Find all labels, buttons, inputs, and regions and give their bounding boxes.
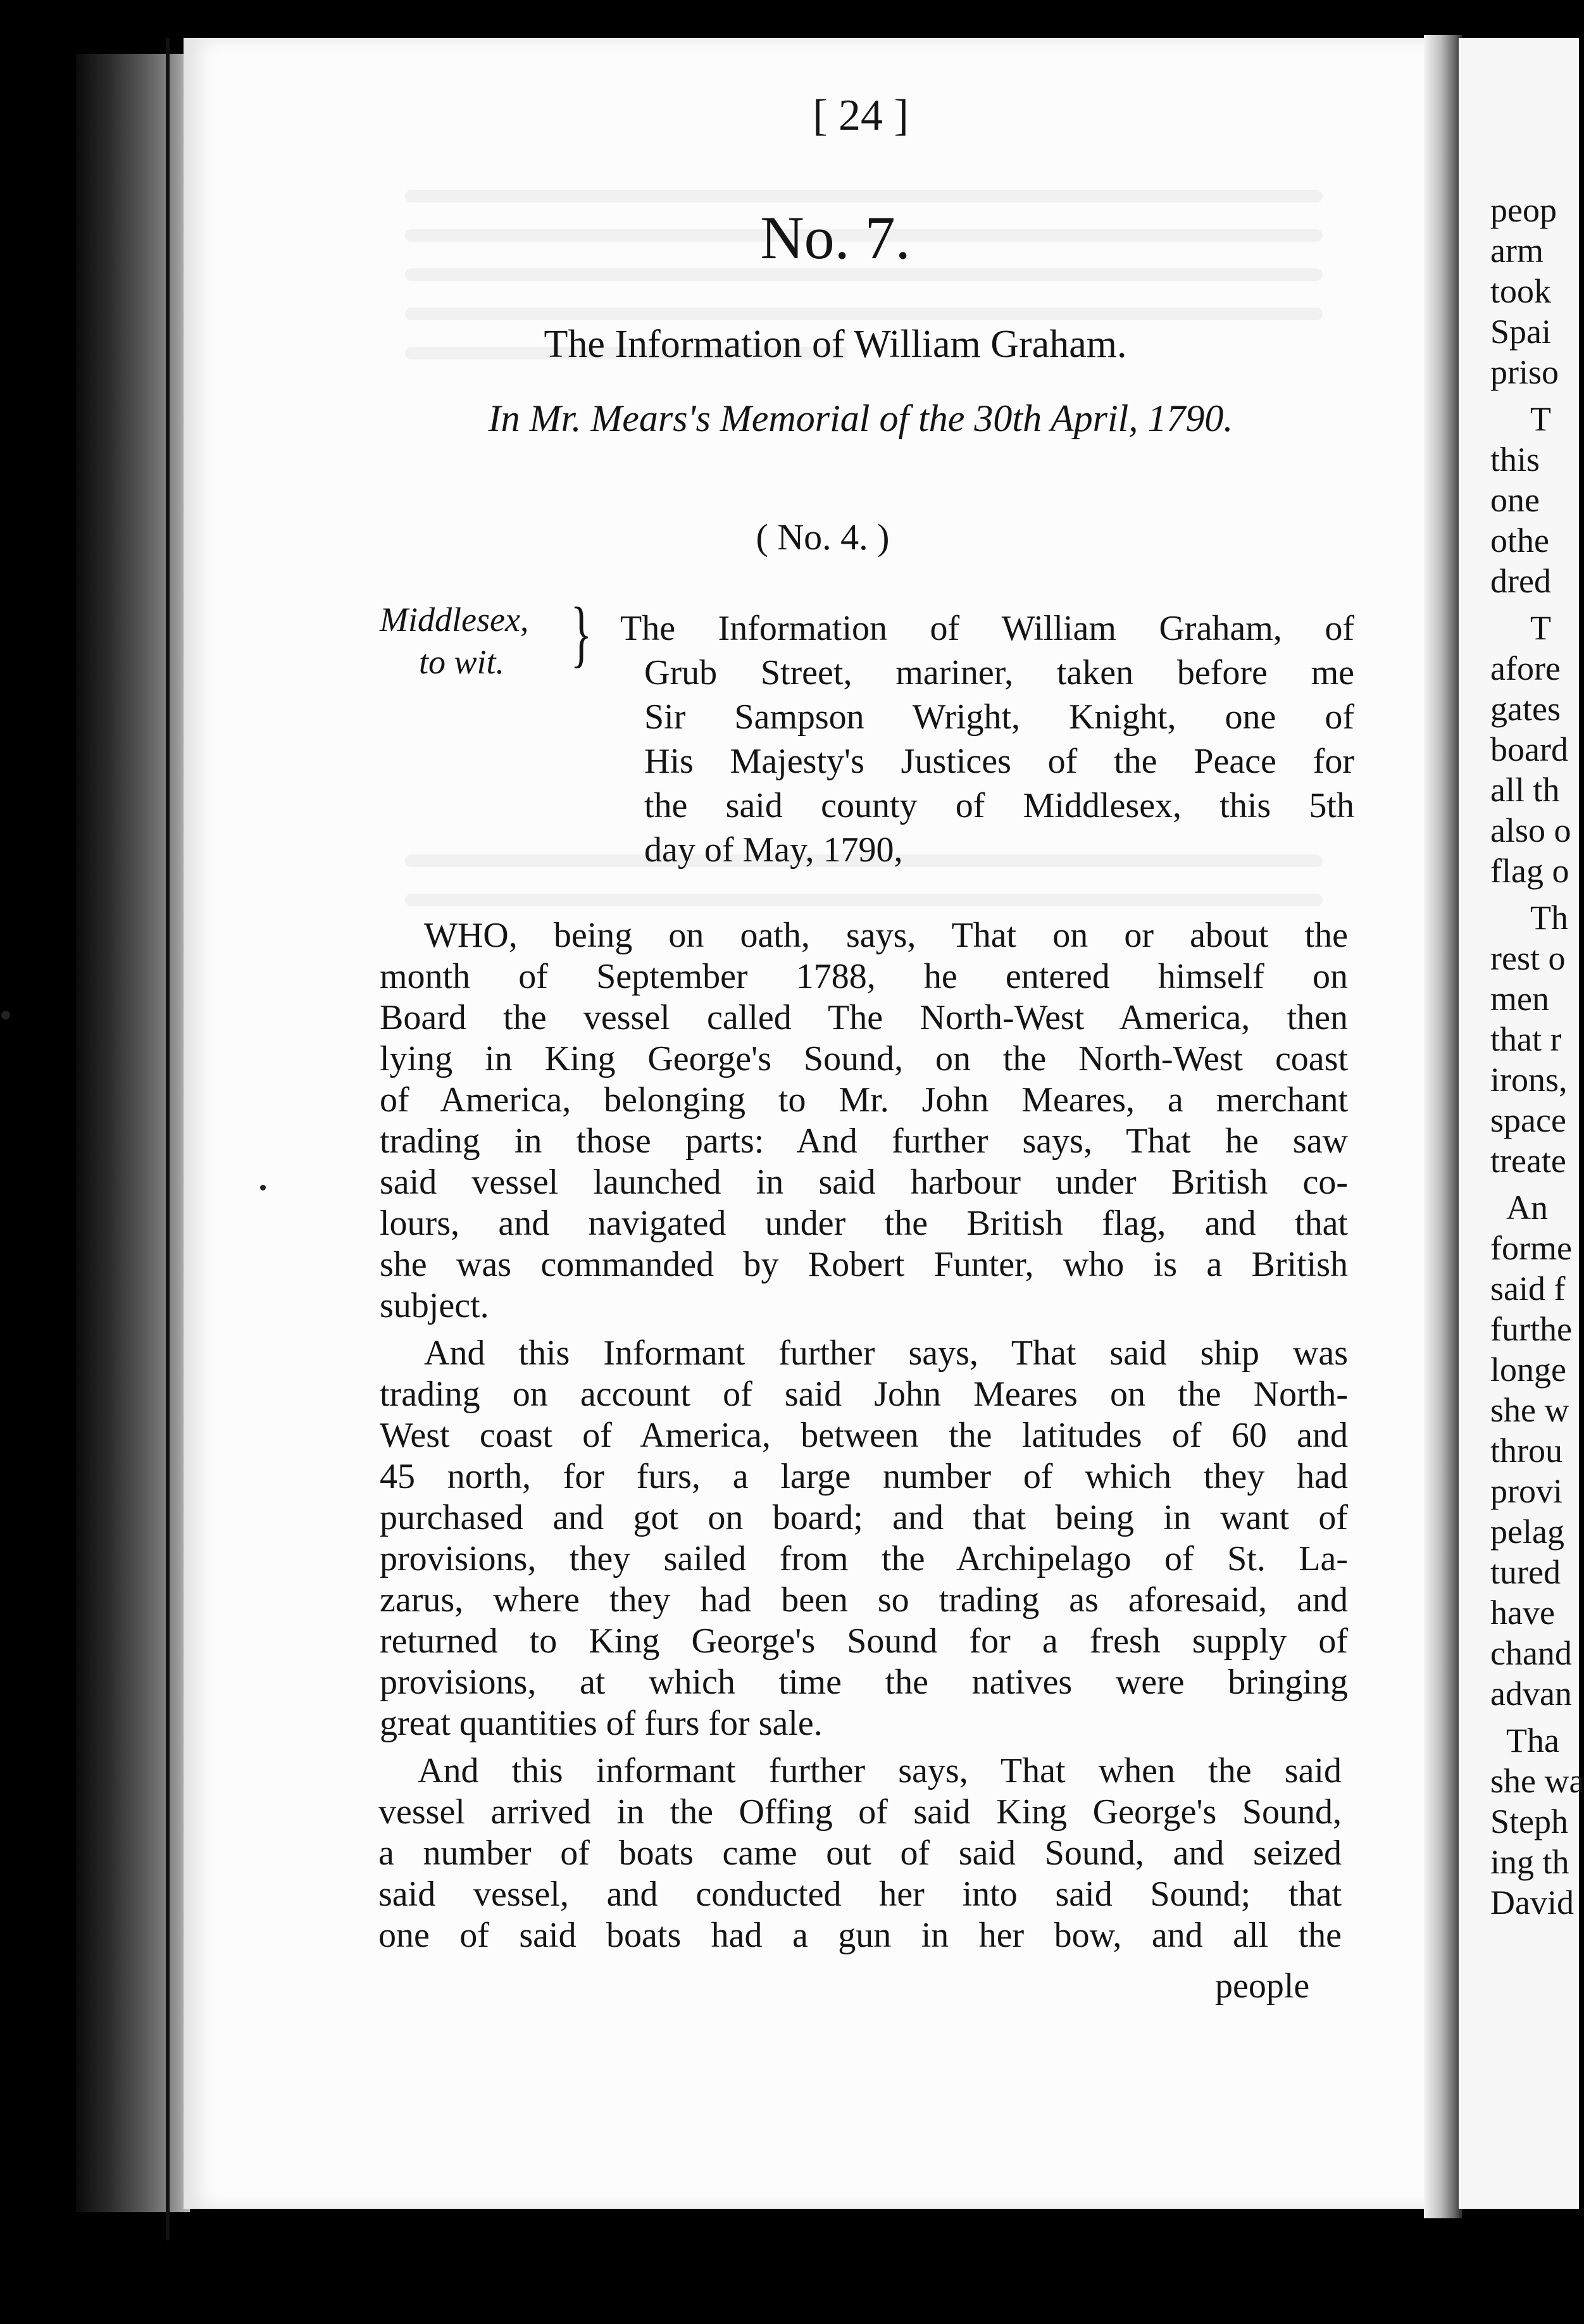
brace: }: [570, 592, 592, 675]
facing-line: arm: [1490, 232, 1543, 270]
facing-line: priso: [1490, 353, 1559, 391]
body-line: said vessel launched in said harbour under British co-: [380, 1163, 1348, 1202]
facing-line: Tha: [1506, 1721, 1559, 1759]
body-line: provisions, they sailed from the Archipelago of St. La-: [380, 1539, 1348, 1578]
facing-line: afore: [1490, 649, 1561, 687]
body-line: provisions, at which time the natives were bringing: [380, 1663, 1348, 1702]
body-line: West coast of America, between the latitudes of 60 and: [380, 1416, 1348, 1455]
facing-line: gates: [1490, 690, 1561, 728]
intro-line: His Majesty's Justices of the Peace for: [644, 742, 1354, 781]
facing-line: T: [1530, 609, 1551, 647]
body-line: And this informant further says, That when the said: [418, 1751, 1342, 1790]
facing-line: took: [1490, 272, 1552, 310]
facing-line: tured: [1490, 1553, 1561, 1591]
facing-line: pelag: [1490, 1513, 1564, 1551]
facing-line: all th: [1490, 771, 1560, 809]
facing-line: ing th: [1490, 1843, 1569, 1881]
body-line: subject.: [380, 1286, 489, 1325]
facing-line: furthe: [1490, 1310, 1572, 1348]
facing-line: forme: [1490, 1229, 1572, 1267]
body-line: trading on account of said John Meares on the North-: [380, 1375, 1348, 1414]
show-through-line: [405, 190, 1323, 203]
body-line: trading in those parts: And further says, That he saw: [380, 1121, 1348, 1161]
document-title: The Information of William Graham.: [544, 323, 1127, 366]
memorial-subtitle: In Mr. Mears's Memorial of the 30th April, 1790.: [488, 397, 1233, 439]
speck: [1, 1011, 10, 1020]
page-number: [ 24 ]: [813, 91, 909, 140]
facing-line: Spai: [1490, 313, 1552, 351]
facing-line: one: [1490, 481, 1540, 519]
facing-line: she wa: [1490, 1762, 1584, 1800]
body-line: WHO, being on oath, says, That on or about the: [424, 916, 1348, 955]
show-through-line: [405, 308, 1323, 320]
body-line: And this Informant further says, That said ship was: [424, 1334, 1348, 1373]
facing-line: flag o: [1490, 852, 1569, 890]
intro-line: day of May, 1790,: [644, 830, 903, 870]
facing-line: Steph: [1490, 1802, 1569, 1840]
document-number: No. 7.: [760, 204, 911, 272]
facing-line: men: [1490, 980, 1549, 1018]
facing-line: David: [1490, 1884, 1574, 1921]
body-line: zarus, where they had been so trading as aforesaid, and: [380, 1580, 1348, 1620]
facing-line: irons,: [1490, 1061, 1568, 1099]
intro-line: The Information of William Graham, of: [620, 609, 1354, 648]
show-through-line: [405, 894, 1323, 906]
body-line: a number of boats came out of said Sound, and seized: [378, 1834, 1342, 1873]
facing-line: dred: [1490, 562, 1551, 600]
venue-to-wit: to wit.: [419, 643, 505, 681]
facing-line: throu: [1490, 1432, 1562, 1470]
facing-line: peop: [1490, 191, 1557, 229]
body-line: of America, belonging to Mr. John Meares, a merchant: [380, 1080, 1348, 1120]
facing-line: provi: [1490, 1472, 1562, 1510]
spine-line: [166, 38, 170, 2240]
catchword: people: [1215, 1966, 1310, 2006]
body-line: vessel arrived in the Offing of said King George's Sound,: [378, 1792, 1342, 1832]
facing-line: said f: [1490, 1270, 1566, 1308]
facing-line: that r: [1490, 1020, 1562, 1058]
body-line: she was commanded by Robert Funter, who is a British: [380, 1245, 1348, 1284]
gutter-shadow: [1424, 35, 1462, 2218]
facing-line: T: [1530, 400, 1551, 438]
body-line: said vessel, and conducted her into said Sound; that: [378, 1875, 1342, 1914]
intro-line: Sir Sampson Wright, Knight, one of: [644, 697, 1354, 737]
facing-line: rest o: [1490, 939, 1566, 977]
facing-line: space: [1490, 1101, 1566, 1139]
body-line: great quantities of furs for sale.: [380, 1704, 823, 1743]
facing-line: An: [1506, 1189, 1548, 1227]
body-line: Board the vessel called The North-West America, then: [380, 998, 1348, 1037]
body-line: purchased and got on board; and that being in want of: [380, 1498, 1348, 1537]
facing-line: board: [1490, 730, 1568, 768]
intro-line: Grub Street, mariner, taken before me: [644, 653, 1354, 692]
facing-line: chand: [1490, 1634, 1572, 1672]
body-line: lying in King George's Sound, on the North-West coast: [380, 1039, 1348, 1078]
facing-line: treate: [1490, 1142, 1566, 1180]
facing-line: she w: [1490, 1391, 1569, 1429]
body-line: returned to King George's Sound for a fresh supply of: [380, 1621, 1348, 1661]
facing-line: othe: [1490, 522, 1549, 559]
facing-line: advan: [1490, 1675, 1572, 1713]
book-edge: [76, 54, 190, 2212]
facing-line: have: [1490, 1594, 1555, 1632]
body-line: lours, and navigated under the British flag, and that: [380, 1204, 1348, 1243]
facing-line: also o: [1490, 811, 1571, 849]
facing-line: this: [1490, 440, 1540, 478]
body-line: month of September 1788, he entered himself on: [380, 957, 1348, 996]
facing-line: Th: [1530, 899, 1568, 937]
facing-line: longe: [1490, 1351, 1566, 1389]
body-line: one of said boats had a gun in her bow, and all the: [378, 1916, 1342, 1955]
intro-line: the said county of Middlesex, this 5th: [644, 786, 1354, 825]
reference-number: ( No. 4. ): [756, 516, 890, 558]
body-line: 45 north, for furs, a large number of which they had: [380, 1457, 1348, 1496]
venue-county: Middlesex,: [380, 601, 529, 639]
speck: [260, 1185, 266, 1190]
